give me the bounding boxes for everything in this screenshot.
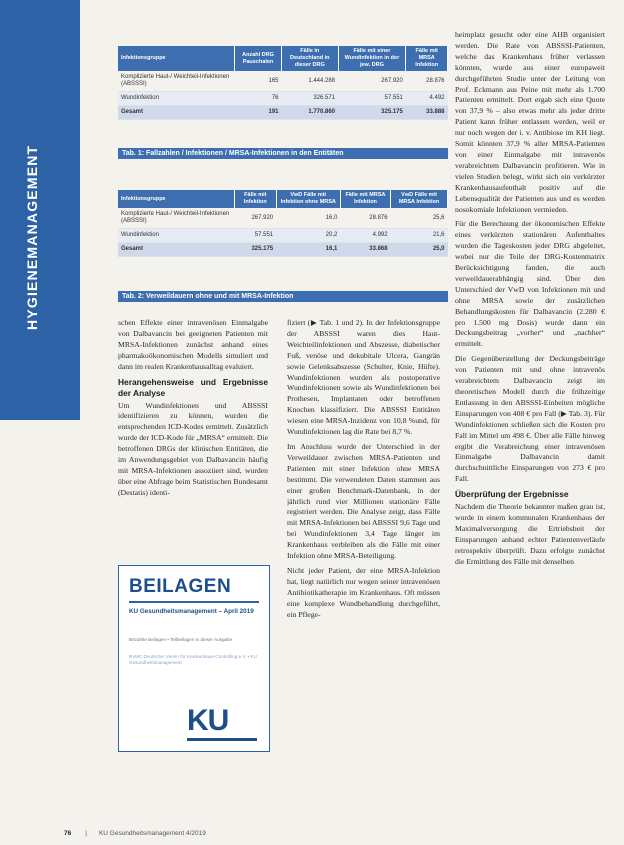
table-row [118, 92, 448, 106]
table-row [118, 71, 448, 92]
supplements-publisher: BVMC Deutscher Verein für Krankenhaus-Controlling e.V. • KU Gesundheitsmanagement [129, 654, 257, 665]
paragraph: Nicht jeder Patient, der eine MRSA-Infektion hat, liegt natürlich nur wegen seiner intravenösen Antibiotikatherapie im Krankenhaus. Oft müssen eine komplexe Wundbehandlung durchgeführt, ein Pflege- [287, 565, 440, 619]
table-header: Fälle mit einer Wundinfektion in der jew. DRG [338, 46, 406, 71]
supplements-box [118, 565, 270, 752]
table-cell: 325.175 [338, 106, 406, 120]
paragraph: Um Wundinfektionen und ABSSSI identifizieren zu können, wurden die entsprechenden ICD-Kodes ermittelt. Zusätzlich wurde der ICD-Kode für „MRSA“ ermittelt. Die betroffenen DRGs der klinischen Entitäten, die im Anwendungsgebiet von Dalbavancin häufig mit MRSA-Infektionen assoziiert sind, wurden über eine Abfrage beim Statistischen Bundesamt (Destatis) identi- [118, 400, 268, 497]
table-cell: Komplizierte Haut-/ Weichteil-Infektionen (ABSSSI) [118, 208, 235, 229]
table-cell: 4.992 [340, 229, 390, 243]
section-heading: Herangehensweise und Ergebnisse der Analyse [118, 376, 268, 398]
footer-separator: | [85, 830, 87, 837]
table-cell: 33.868 [340, 243, 390, 257]
table-cell: 1.444.288 [282, 71, 339, 92]
table-cell: 16,0 [276, 208, 340, 229]
divider [129, 601, 259, 603]
table-header: VwD Fälle mit Infektion ohne MRSA [276, 190, 340, 208]
paragraph: Im Anschluss wurde der Unterschied in der Verweildauer zwischen MRSA-Patienten und Patienten mit einer Infektion ohne MRSA bestimmt. Die verwendeten Daten stammen aus einer großen Benchmark-Datenbank, in der jährlich rund vier Millionen stationäre Fälle registriert werden. Die Analyse zeigt, dass Fälle mit MRSA-Infektionen bei ABSSSI 9,6 Tage und bei Wundinfektionen 3,4 Tage länger im Krankenhaus verbleiben als die Fälle mit einer Infektion ohne MRSA-Beteiligung. [287, 441, 440, 561]
supplements-note: Bezahlte Beilagen • Teilbeilagen in dieser Ausgabe [129, 637, 233, 642]
table-row-total [118, 243, 448, 257]
footer-text: KU Gesundheitsmanagement 4/2019 [98, 830, 206, 837]
table-cell: 20,2 [276, 229, 340, 243]
table-header: Fälle mit MRSA Infektion [406, 46, 448, 71]
table-cell: Wundinfektion [118, 92, 235, 106]
table-cell: Gesamt [118, 106, 235, 120]
table-length-of-stay [118, 190, 448, 257]
table-cell: 57.551 [235, 229, 277, 243]
page-number: 76 [64, 830, 72, 837]
table-cell: Komplizierte Haut-/ Weichteil-Infektionen (ABSSSI) [118, 71, 235, 92]
paragraph: Die Gegenüberstellung der Deckungsbeiträge von Patienten mit und ohne intravenös verabreichtem Dalbavancin zeigt im theoretischen Modell durch die frühzeitige Entlassung in den ABSSSI-Einheiten mögliche Einsparungen von 408 € pro Fall (▶ Tab. 3). Für Wundinfektionen schließen sich die Kosten pro Fall im Mittel um 498 €. Über alle Fälle hinweg ergibt die Verabreichung einer intravenösen Einmalgabe Dalbavancin damit durchschnittliche Einsparungen von 273 € pro Fall. [455, 354, 605, 484]
table-case-numbers [118, 46, 448, 120]
table-header: Fälle mit Infektion [235, 190, 277, 208]
supplements-title: BEILAGEN [129, 576, 232, 597]
table-caption: Tab. 1: Fallzahlen / Infektionen / MRSA-Infektionen in den Entitäten [118, 148, 448, 159]
section-heading: Überprüfung der Ergebnisse [455, 489, 569, 500]
table-row [118, 208, 448, 229]
text-column-2 [287, 318, 440, 818]
table-cell: 326.571 [282, 92, 339, 106]
table-cell: 267.920 [338, 71, 406, 92]
table-row [118, 229, 448, 243]
table-header: Infektionsgruppe [118, 46, 235, 71]
text-column-1 [118, 318, 268, 553]
table-cell: 28.876 [406, 71, 448, 92]
table-cell: 76 [235, 92, 282, 106]
table-header: Anzahl DRG Pauschalen [235, 46, 282, 71]
table-cell: 4.492 [406, 92, 448, 106]
paragraph: heimplatz gesucht oder eine AHB organisiert werden. Die Rate von ABSSSI-Patienten, welche das Krankenhaus früher verlassen könnten, wurde aus einer europaweit durchgeführten Studie unter der Leitung von Prof. Eckmann aus Peine mit mehr als 1.700 Patienten ermittelt. Dort ergab sich eine Quote von 37,9 % – also etwas mehr als jeder dritte Patient kann früher entlassen werden, weil er nur noch wegen der i. v. Antibiose im KH liegt. Somit könnten 37,9 % aller MRSA-Patienten von einer Einmalgabe mit intravenös verabreichtem Dalbavancin profitieren. Wie in vielen Studien belegt, wirkt sich ein verkürzter Krankenhausaufenthalt positiv auf die Lebensqualität der Patienten aus und es werden nosokomiale Infektionen vermieden. [455, 30, 605, 214]
page-footer [64, 830, 206, 837]
table-cell: 325.175 [235, 243, 277, 257]
table-row-total [118, 106, 448, 120]
paragraph: fiziert (▶ Tab. 1 und 2). In der Infektionsgruppe der ABSSSI waren dies Haut-Weichteilinfektionen und Abszesse, diabetischer Fuß, venöse und dekubitale Ulcera, Gangrän sowie Gelenksabszesse (Schulter, Knie, Hüfte). Wundinfektionen wurden als postoperative Wundinfektionen sowie als Wundinfektionen bei Prothesen, Implantaten oder betroffenen Knochen klassifiziert. Die ABSSSI Entitäten wiesen eine MRSA-Inzidenz von 10,8 %und, für Wundinfektionen lag die Rate bei 8,7 %. [287, 318, 440, 437]
table-cell: 16,1 [276, 243, 340, 257]
supplements-subtitle: KU Gesundheitsmanagement – April 2019 [129, 608, 254, 615]
section-label: HYGIENEMANAGEMENT [24, 144, 40, 330]
table-header: Fälle in Deutschland in dieser DRG [282, 46, 339, 71]
table-header: Fälle mit MRSA Infektion [340, 190, 390, 208]
table-caption: Tab. 2: Verweildauern ohne und mit MRSA-Infektion [118, 291, 448, 302]
table-cell: 25,0 [391, 243, 448, 257]
table-cell: 25,6 [391, 208, 448, 229]
ku-logo: KU [187, 704, 229, 737]
paragraph: schen Effekte einer intravenösen Einmalgabe von Dalbavancin bei geeigneten Patienten mit MRSA-Infektionen zunächst anhand eines pharmakoökonomischen Modells simuliert und dann im realen Krankenhausalltag evaluiert. [118, 318, 268, 371]
paragraph: Nachdem die Theorie bekannter maßen grau ist, wurde in einem kommunalen Krankenhaus der Maximalversorgung die Ertriebsbeit der Einsparungen anhand echter Patientenverläufe retrospektiv überprüft. Dazu erfolgte zunächst die Ermittlung des Fälle mit denselben [455, 502, 605, 566]
paragraph: Für die Berechnung der ökonomischen Effekte eines verkürzten stationären Aufenthaltes wurden die Tageskosten jeder DRG abgeleitet, wobei nur die Teile der DRG-Kostenmatrix Berücksichtigung fanden, die auch verweildauerabhängig sind. Über den Unterschied der VwD von Infektionen mit und ohne MRSA sowie der zusätzlichen Behandlungskosten für Dalbavancin (2.280 € pro 1.500 mg Dosis) wurde dann ein Deckungsbeitrag „vorher“ und „nachher“ ermittelt. [455, 219, 605, 349]
table-cell: 21,6 [391, 229, 448, 243]
logo-underline [187, 738, 257, 741]
table-header: Infektionsgruppe [118, 190, 235, 208]
text-column-3 [455, 30, 605, 820]
table-cell: Wundinfektion [118, 229, 235, 243]
table-cell: 57.551 [338, 92, 406, 106]
table-header: VwD Fälle mit MRSA Infektion [391, 190, 448, 208]
table-cell: 28.876 [340, 208, 390, 229]
table-cell: 33.888 [406, 106, 448, 120]
table-cell: 1.770.860 [282, 106, 339, 120]
table-cell: 165 [235, 71, 282, 92]
table-cell: 191 [235, 106, 282, 120]
section-sidebar [0, 0, 80, 420]
table-cell: Gesamt [118, 243, 235, 257]
table-cell: 267.920 [235, 208, 277, 229]
